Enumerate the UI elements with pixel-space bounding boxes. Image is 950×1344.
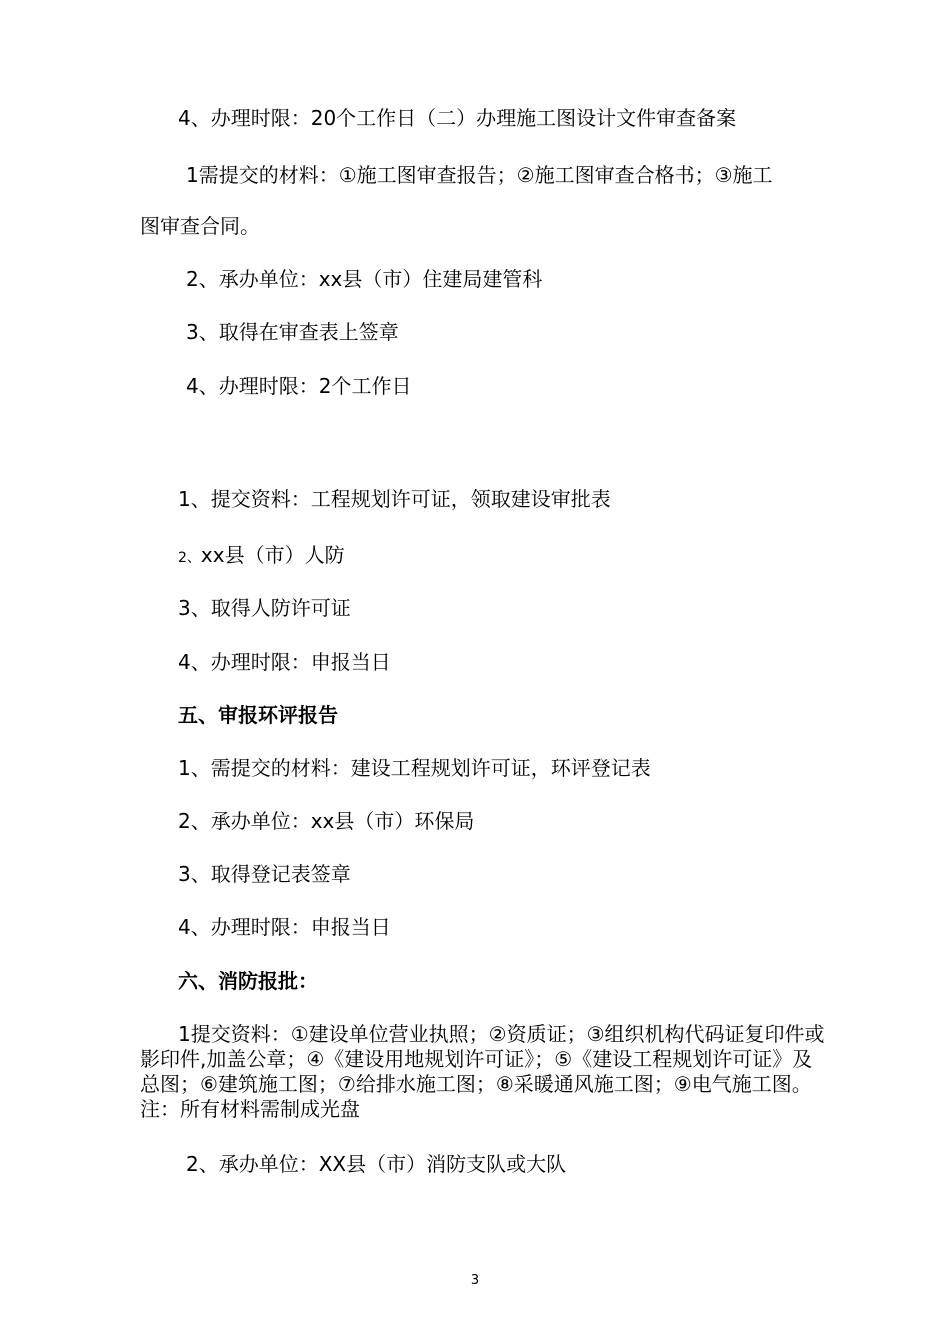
review-item-1-line-2: 图审查合同。: [140, 214, 260, 238]
page-number: 3: [470, 1273, 480, 1288]
review-item-1-line-1: 1需提交的材料：①施工图审查报告；②施工图审查合格书；③施工: [186, 163, 773, 187]
section-6-heading: 六、消防报批：: [178, 969, 318, 993]
civil-defense-item-3: 3、取得人防许可证: [178, 596, 351, 620]
section-5-item-1: 1、需提交的材料：建设工程规划许可证，环评登记表: [178, 756, 651, 780]
section-5-item-4: 4、办理时限：申报当日: [178, 915, 391, 939]
prev-section-item-4: 4、办理时限：20个工作日（二）办理施工图设计文件审查备案: [178, 106, 737, 130]
civil-defense-item-4: 4、办理时限：申报当日: [178, 650, 391, 674]
civil-defense-item-2-number: 2、: [178, 550, 201, 566]
section-6-item-2: 2、承办单位：XX县（市）消防支队或大队: [186, 1152, 567, 1176]
civil-defense-item-1: 1、提交资料：工程规划许可证，领取建设审批表: [178, 487, 611, 511]
review-item-3: 3、取得在审查表上签章: [186, 320, 399, 344]
section-5-item-2: 2、承办单位：xx县（市）环保局: [178, 809, 475, 833]
section-6-item-1: 1提交资料：①建设单位营业执照；②资质证；③组织机构代码证复印件或影印件,加盖公章；④《建设用地规划许可证》；⑤《建设工程规划许可证》及总图；⑥建筑施工图；⑦给排水施工图；⑧采暖通风施工图；⑨电气施工图。注：所有材料需制成光盘: [140, 1022, 825, 1121]
civil-defense-item-2: [178, 543, 345, 570]
section-5-heading: 五、审报环评报告: [178, 703, 338, 727]
section-5-item-3: 3、取得登记表签章: [178, 862, 351, 886]
review-item-2: 2、承办单位：xx县（市）住建局建管科: [186, 267, 543, 291]
civil-defense-item-2-text: xx县（市）人防: [200, 543, 345, 567]
review-item-4: 4、办理时限：2个工作日: [186, 374, 412, 398]
